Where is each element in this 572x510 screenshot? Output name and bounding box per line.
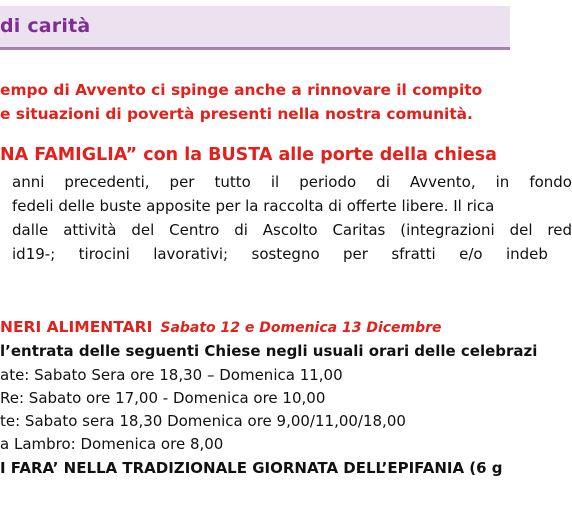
busta-line-4 (12, 247, 548, 262)
busta-word: anni (12, 173, 45, 191)
schedule-line: Re: Sabato ore 17,00 - Domenica ore 10,00 (0, 389, 326, 407)
busta-line-3 (12, 223, 572, 238)
busta-word: (integrazioni (400, 221, 495, 239)
busta-word: e/o (459, 245, 483, 263)
intro-line-1: empo di Avvento ci spinge anche a rinnovare il compito (0, 81, 483, 99)
busta-word: lavorativi; (153, 245, 229, 263)
schedule-line: ate: Sabato Sera ore 18,30 – Domenica 11,00 (0, 366, 343, 384)
canestro-entrance: l’entrata delle seguenti Chiese negli usuali orari delle celebrazi (0, 342, 538, 360)
busta-heading: NA FAMIGLIA” con la BUSTA alle porte della chiesa (0, 145, 497, 165)
busta-word: Centro (169, 221, 220, 239)
busta-word: in (495, 173, 510, 191)
busta-word: del (131, 221, 155, 239)
canestro-heading-line (0, 320, 442, 336)
busta-word: attività (63, 221, 117, 239)
busta-word: il (270, 173, 280, 191)
busta-word: del (509, 221, 533, 239)
busta-word: sfratti (391, 245, 436, 263)
busta-word: per (343, 245, 368, 263)
busta-word: per (169, 173, 195, 191)
busta-word: di (234, 221, 248, 239)
schedule-line: a Lambro: Domenica ore 8,00 (0, 435, 224, 453)
section-title: di carità (0, 15, 91, 37)
busta-word: tutto (214, 173, 251, 191)
intro-line-2: e situazioni di povertà presenti nella nostra comunità. (0, 105, 473, 123)
busta-word: Caritas (332, 221, 386, 239)
canestro-heading: NERI ALIMENTARI (0, 318, 153, 336)
busta-word: precedenti, (64, 173, 150, 191)
busta-word: id19-; (12, 245, 56, 263)
busta-word: fondo (529, 173, 572, 191)
busta-word: red (547, 221, 572, 239)
busta-word: indeb (505, 245, 548, 263)
canestro-dates: Sabato 12 e Domenica 13 Dicembre (160, 320, 442, 336)
schedule-line: te: Sabato sera 18,30 Domenica ore 9,00/11,00/18,00 (0, 412, 406, 430)
busta-word: sostegno (251, 245, 320, 263)
busta-word: Ascolto (262, 221, 318, 239)
epifania-line: I FARA’ NELLA TRADIZIONALE GIORNATA DELL’EPIFANIA (6 g (0, 459, 503, 477)
busta-line-1 (12, 175, 572, 190)
busta-word: periodo (299, 173, 357, 191)
busta-line-2: fedeli delle buste apposite per la raccolta di offerte libere. Il rica (12, 197, 495, 215)
busta-word: di (376, 173, 390, 191)
busta-word: Avvento, (409, 173, 476, 191)
busta-word: tirocini (78, 245, 130, 263)
busta-word: dalle (12, 221, 49, 239)
